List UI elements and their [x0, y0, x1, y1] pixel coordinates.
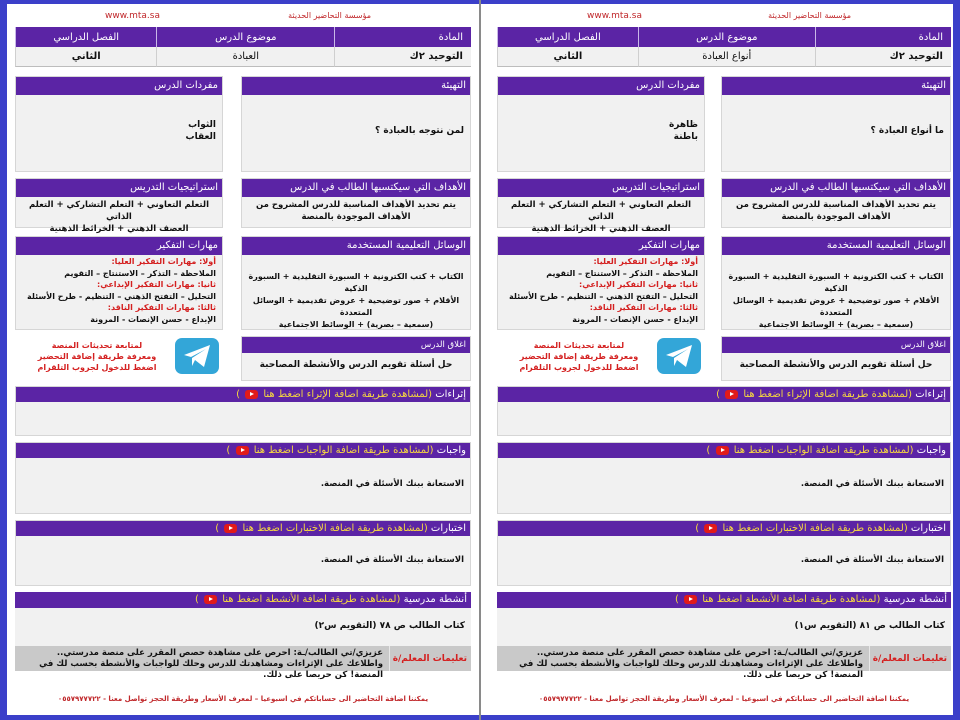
tests-link-text: (لمشاهدة طريقة اضافة الاختبارات اضغط هنا: [242, 523, 428, 534]
page-topline: [497, 11, 951, 23]
strategies-line: العصف الذهني + الخرائط الذهنية: [531, 224, 671, 234]
enrichment-link-text: (لمشاهدة طريقة اضافة الإثراء اضغط هنا: [263, 389, 433, 400]
activities-box: [497, 592, 951, 646]
instructions-line: واطلاعك على الإثراءات ومشاهدتك للدرس وحلك للواجبات والأنشطة بحسب لك في المنصة! كن حريصا على ذلك.: [519, 659, 863, 680]
enrichment-box: [15, 386, 471, 436]
paren: ): [674, 594, 679, 605]
instructions-line: عزيزي/تي الطالب/ـة: احرص على مشاهدة حصص المقرر على منصة مدرستي..: [536, 648, 863, 658]
intro-title: التهيئة: [242, 77, 470, 95]
paren: ): [706, 445, 711, 456]
homework-link-text: (لمشاهدة طريقة اضافة الواجبات اضغط هنا: [733, 445, 914, 456]
thinking-line: التحليل – التفتح الذهني – التنظيم - طرح الأسئلة: [509, 291, 698, 301]
intro-title: التهيئة: [722, 77, 950, 95]
tests-video-link[interactable]: [695, 523, 907, 534]
term-label: الفصل الدراسي: [15, 27, 156, 47]
thinking-line: الملاحظة – التذكر – الاستنتاج – التقويم: [64, 268, 216, 278]
youtube-icon: [684, 595, 697, 604]
lesson-info-table: [497, 27, 951, 67]
aids-title: الوسائل التعليمية المستخدمة: [242, 237, 470, 255]
thinking-line: التحليل – التفتح الذهني – التنظيم - طرح الأسئلة: [27, 291, 216, 301]
org-name: مؤسسة التحاضير الحديثة: [288, 11, 371, 20]
tests-box: [497, 520, 951, 586]
homework-video-link[interactable]: [226, 445, 433, 456]
instructions-label: تعليمات المعلم/ة: [869, 646, 951, 671]
vocab-item: باطنة: [673, 132, 698, 142]
closing-box: [241, 336, 471, 381]
term-value: الثاني: [497, 47, 638, 67]
enrichment-title: إثراءات: [915, 389, 946, 400]
thinking-line: الإبداع - حسن الإنصات - المرونة: [90, 314, 216, 324]
homework-title: واجبات: [436, 445, 466, 456]
tests-text: الاستعانة ببنك الأسئلة في المنصة.: [800, 555, 944, 565]
goals-title: الأهداف التي سيكتسبها الطالب في الدرس: [242, 179, 470, 197]
thinking-heading: ثانيا: مهارات التفكير الإبداعي:: [97, 280, 216, 289]
telegram-icon[interactable]: [175, 338, 219, 374]
subject-label: المادة: [815, 27, 951, 47]
goals-text: يتم تحديد الأهداف المناسبة للدرس المشروح من الأهداف الموجودة بالمنصة: [736, 200, 936, 222]
topic-value: أنواع العبادة: [638, 47, 815, 67]
footer-contact: يمكننا اضافة التحاضير الى حساباتكم في اسبوعيا – لمعرف الأسعار وطريقة الحجز تواصل معنا - ٠٥٥٧٩٧٧٧٢٢: [538, 695, 910, 703]
strategies-line: التعلم التعاوني + التعلم التشاركي + التعلم الذاتي: [28, 200, 209, 222]
telegram-icon[interactable]: [657, 338, 701, 374]
closing-title: اغلاق الدرس: [242, 337, 470, 353]
enrichment-box: [497, 386, 951, 436]
thinking-title: مهارات التفكير: [16, 237, 222, 255]
strategies-title: استراتيجيات التدريس: [16, 179, 222, 197]
footer-contact: يمكننا اضافة التحاضير الى حساباتكم في اسبوعيا – لمعرف الأسعار وطريقة الحجز تواصل معنا - ٠٥٥٧٩٧٧٧٢٢: [57, 695, 429, 703]
aids-box: [241, 236, 471, 330]
strategies-box: [497, 178, 705, 234]
telegram-text-line: اضغط للدخول لجروب التلقرام: [519, 363, 639, 372]
homework-link-text: (لمشاهدة طريقة اضافة الواجبات اضغط هنا: [253, 445, 434, 456]
telegram-text-line: ومعرفة طريقة إضافة التحضير: [37, 352, 157, 361]
org-name: مؤسسة التحاضير الحديثة: [768, 11, 851, 20]
intro-box: [241, 76, 471, 172]
vocab-item: العقاب: [185, 132, 216, 142]
instructions-line: عزيزي/تي الطالب/ـة: احرص على مشاهدة حصص المقرر على منصة مدرستي..: [56, 648, 383, 658]
closing-text: حل أسئلة تقويم الدرس والأنشطة المصاحبة: [259, 360, 453, 370]
aids-line: الكتاب + كتب الكترونية + السبورة التقليدية + السبورة الذكية: [248, 272, 464, 293]
thinking-line: الملاحظة – التذكر – الاستنتاج – التقويم: [546, 268, 698, 278]
activities-link-text: (لمشاهدة طريقة اضافة الأنشطة اضغط هنا: [222, 594, 401, 605]
youtube-icon: [204, 595, 217, 604]
closing-title: اغلاق الدرس: [722, 337, 950, 353]
homework-title: واجبات: [916, 445, 946, 456]
thinking-line: الإبداع - حسن الإنصات - المرونة: [572, 314, 698, 324]
telegram-join-link[interactable]: [37, 340, 157, 373]
goals-text: يتم تحديد الأهداف المناسبة للدرس المشروح من الأهداف الموجودة بالمنصة: [256, 200, 456, 222]
strategies-title: استراتيجيات التدريس: [498, 179, 704, 197]
thinking-skills-box: [15, 236, 223, 330]
paren: ): [215, 523, 220, 534]
activities-text: كتاب الطالب ص ٧٨ (التقويم س٢): [314, 621, 465, 631]
activities-link-text: (لمشاهدة طريقة اضافة الأنشطة اضغط هنا: [702, 594, 881, 605]
lesson-plan-page-right: [481, 0, 960, 720]
term-value: الثاني: [15, 47, 156, 67]
intro-box: [721, 76, 951, 172]
thinking-heading: ثالثا: مهارات التفكير الناقد:: [107, 303, 216, 312]
subject-value: التوحيد ٢ك: [334, 47, 471, 67]
strategies-line: العصف الذهني + الخرائط الذهنية: [49, 224, 189, 234]
tests-title: اختبارات: [910, 523, 946, 534]
thinking-heading: أولا: مهارات التفكير العليا:: [111, 257, 216, 266]
thinking-title: مهارات التفكير: [498, 237, 704, 255]
youtube-icon: [236, 446, 249, 455]
instructions-line: واطلاعك على الإثراءات ومشاهدتك للدرس وحلك للواجبات والأنشطة بحسب لك في المنصة! كن حريصا على ذلك.: [39, 659, 383, 680]
vocab-item: ظاهرة: [668, 120, 698, 130]
website-link[interactable]: www.mta.sa: [105, 11, 160, 21]
tests-video-link[interactable]: [215, 523, 427, 534]
youtube-icon: [224, 524, 237, 533]
subject-value: التوحيد ٢ك: [815, 47, 951, 67]
page-topline: [15, 11, 471, 23]
goals-box: [241, 178, 471, 228]
subject-label: المادة: [334, 27, 471, 47]
telegram-text-line: ومعرفة طريقة إضافة التحضير: [519, 352, 639, 361]
youtube-icon: [725, 390, 738, 399]
thinking-skills-box: [497, 236, 705, 330]
lesson-plan-page-left: [0, 0, 479, 720]
paren: ): [226, 445, 231, 456]
enrichment-link-text: (لمشاهدة طريقة اضافة الإثراء اضغط هنا: [743, 389, 913, 400]
intro-text: لمن نتوجه بالعبادة ؟: [375, 126, 464, 136]
aids-line: الكتاب + كتب الكترونية + السبورة التقليدية + السبورة الذكية: [728, 272, 944, 293]
tests-box: [15, 520, 471, 586]
activities-title: أنشطة مدرسية: [403, 594, 467, 605]
activities-video-link[interactable]: [195, 594, 400, 605]
activities-title: أنشطة مدرسية: [883, 594, 947, 605]
thinking-heading: أولا: مهارات التفكير العليا:: [593, 257, 698, 266]
youtube-icon: [716, 446, 729, 455]
paren: ): [716, 389, 720, 400]
teacher-instructions: [15, 646, 471, 680]
aids-line: (سمعية – بصرية) + الوسائط الاجتماعية: [278, 320, 434, 329]
goals-box: [721, 178, 951, 228]
vocab-title: مفردات الدرس: [498, 77, 704, 95]
telegram-text-line: اضغط للدخول لجروب التلقرام: [37, 363, 157, 372]
telegram-join-link[interactable]: [519, 340, 639, 373]
tests-title: اختبارات: [430, 523, 466, 534]
telegram-text-line: لمتابعة تحديثات المنصة: [533, 341, 625, 350]
strategies-box: [15, 178, 223, 234]
vocab-box: [497, 76, 705, 172]
lesson-info-table: [15, 27, 471, 67]
teacher-instructions: [497, 646, 951, 680]
aids-line: الأقلام + صور توضيحية + عروض تقديمية + الوسائل المتعددة: [732, 296, 940, 317]
activities-box: [15, 592, 471, 646]
topic-label: موضوع الدرس: [638, 27, 815, 47]
paren: ): [194, 594, 199, 605]
term-label: الفصل الدراسي: [497, 27, 638, 47]
instructions-label: تعليمات المعلم/ة: [389, 646, 471, 671]
aids-title: الوسائل التعليمية المستخدمة: [722, 237, 950, 255]
aids-box: [721, 236, 951, 330]
paren: ): [236, 389, 240, 400]
homework-text: الاستعانة ببنك الأسئلة في المنصة.: [800, 479, 944, 489]
closing-text: حل أسئلة تقويم الدرس والأنشطة المصاحبة: [739, 360, 933, 370]
homework-box: [15, 442, 471, 514]
youtube-icon: [245, 390, 258, 399]
aids-line: الأقلام + صور توضيحية + عروض تقديمية + الوسائل المتعددة: [252, 296, 460, 317]
topic-value: العبادة: [156, 47, 334, 67]
paren: ): [695, 523, 700, 534]
vocab-box: [15, 76, 223, 172]
tests-text: الاستعانة ببنك الأسئلة في المنصة.: [320, 555, 464, 565]
homework-video-link[interactable]: [706, 445, 913, 456]
telegram-text-line: لمتابعة تحديثات المنصة: [51, 341, 143, 350]
homework-text: الاستعانة ببنك الأسئلة في المنصة.: [320, 479, 464, 489]
intro-text: ما أنواع العبادة ؟: [870, 126, 944, 136]
website-link[interactable]: www.mta.sa: [587, 11, 642, 21]
vocab-title: مفردات الدرس: [16, 77, 222, 95]
activities-text: كتاب الطالب ص ٨١ (التقويم س١): [794, 621, 945, 631]
tests-link-text: (لمشاهدة طريقة اضافة الاختبارات اضغط هنا: [722, 523, 908, 534]
goals-title: الأهداف التي سيكتسبها الطالب في الدرس: [722, 179, 950, 197]
enrichment-video-link[interactable]: [716, 389, 912, 400]
strategies-line: التعلم التعاوني + التعلم التشاركي + التعلم الذاتي: [510, 200, 691, 222]
thinking-heading: ثانيا: مهارات التفكير الإبداعي:: [579, 280, 698, 289]
closing-box: [721, 336, 951, 381]
activities-video-link[interactable]: [675, 594, 880, 605]
enrichment-title: إثراءات: [435, 389, 466, 400]
homework-box: [497, 442, 951, 514]
aids-line: (سمعية – بصرية) + الوسائط الاجتماعية: [758, 320, 914, 329]
thinking-heading: ثالثا: مهارات التفكير الناقد:: [589, 303, 698, 312]
topic-label: موضوع الدرس: [156, 27, 334, 47]
enrichment-video-link[interactable]: [236, 389, 432, 400]
vocab-item: الثواب: [188, 120, 216, 130]
youtube-icon: [704, 524, 717, 533]
